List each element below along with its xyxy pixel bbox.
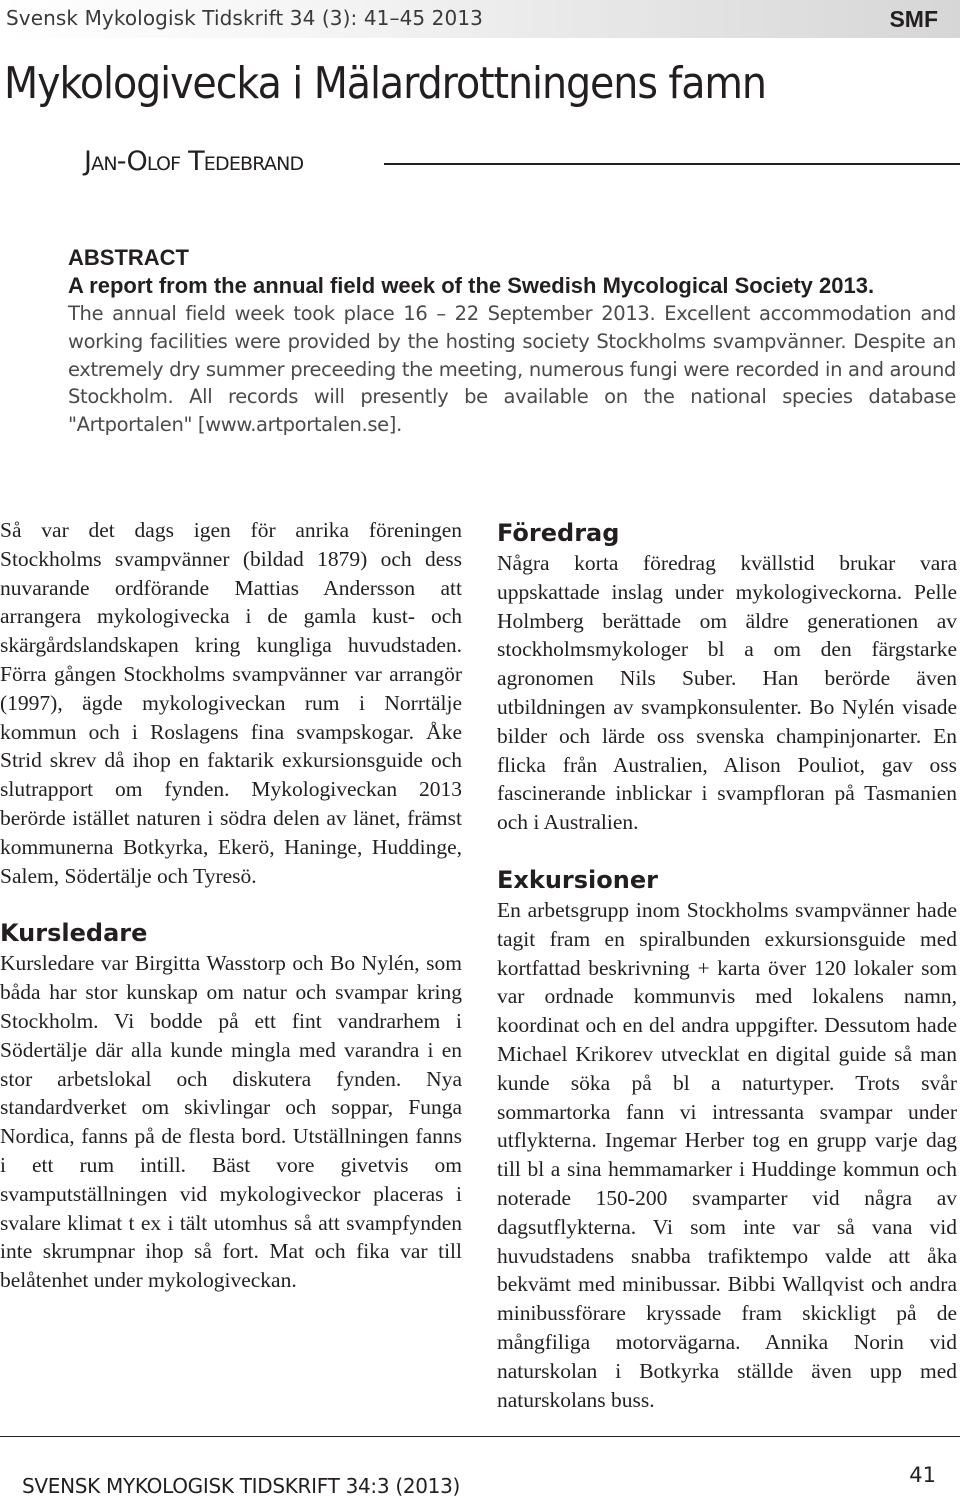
foredrag-paragraph: Några korta föredrag kvällstid brukar vara uppskattade inslag under mykologiveckorna. Pelle Holmberg berättade om äldre generationen av stockholmsmykologer bl a om den färgstarke agronomen Nils Suber. Han berörde även utbildningen av svampkonsulenter. Bo Nylén visade bilder och lärde oss svenska champinjonarter. En flicka från Australien, Alison Pouliot, gav oss fascinerande inblickar i svampfloran på Tasmanien och i Australien.: [497, 551, 957, 835]
journal-reference: Svensk Mykologisk Tidskrift 34 (3): 41–45 2013: [6, 6, 483, 30]
abstract-heading: ABSTRACT: [68, 245, 189, 270]
abstract-subtitle: A report from the annual field week of the Swedish Mycological Society 2013.: [68, 273, 875, 298]
right-column: [497, 518, 957, 1414]
foredrag-heading: Föredrag: [497, 519, 620, 547]
running-header: [0, 0, 960, 38]
exkursioner-paragraph: En arbetsgrupp inom Stockholms svampvänner hade tagit fram en spiralbunden exkursionsguide med kortfattad beskrivning + karta över 120 lokaler som var ordnade kommunvis med lokalens namn, koordinat och en del andra uppgifter. Dessutom hade Michael Krikorev utvecklat en digital guide så man kunde söka på bl a naturtyper. Trots svår sommartorka fann vi intressanta svampar under utflykterna. Ingemar Herber tog en grupp varje dag till bl a sina hemmamarker i Huddinge kommun och noterade 150-200 svamparter vid några av dagsutflykterna. Vi som inte var så vana vid huvudstadens snabba trafiktempo valde att åka bekvämt med minibussar. Bibbi Wallqvist och andra minibussförare kryssade fram skickligt på de mångfiliga motorvägarna. Annika Norin vid naturskolan i Botkyrka ställde även upp med naturskolans buss.: [497, 897, 957, 1412]
society-badge: SMF: [889, 6, 938, 32]
article-title: Mykologivecka i Mälardrottningens famn: [4, 58, 766, 109]
footer-divider: [0, 1436, 960, 1437]
intro-paragraph: Så var det dags igen för anrika föreningen Stockholms svampvänner (bildad 1879) och dess nuvarande ordförande Mattias Andersson att arrangera mykologivecka i de gamla kust- och skärgårdslandskapen kring kungliga huvudstaden. Förra gången Stockholms svampvänner var arrangör (1997), ägde mykologiveckan rum i Norrtälje kommun och i Roslagens fina svampskogar. Åke Strid skrev då ihop en faktarik exkursionsguide och slutrapport om fynden. Mykologiveckan 2013 berörde istället naturen i södra delen av länet, främst kommunerna Botkyrka, Ekerö, Haninge, Huddinge, Salem, Södertälje och Tyresö.: [0, 518, 462, 888]
author-divider: [384, 163, 960, 165]
left-column: [0, 516, 462, 1295]
abstract-body: The annual field week took place 16 – 22 September 2013. Excellent accommodation and working facilities were provided by the hosting society Stockholms svampvänner. Despite an extremely dry summer preceeding the meeting, numerous fungi were recorded in and around Stockholm. All records will presently be available on the national species database "Artportalen" [www.artportalen.se].: [68, 302, 956, 437]
abstract-section: [68, 244, 956, 439]
footer-journal-name: SVENSK MYKOLOGISK TIDSKRIFT 34:3 (2013): [22, 1474, 461, 1498]
author-name: Jan-Olof Tedebrand: [84, 146, 304, 177]
exkursioner-heading: Exkursioner: [497, 865, 658, 894]
page-number: 41: [909, 1463, 936, 1487]
kursledare-paragraph: Kursledare var Birgitta Wasstorp och Bo Nylén, som båda har stor kunskap om natur och svampar kring Stockholm. Vi bodde på ett fint vandrarhem i Södertälje där alla kunde mingla med varandra i en stor arbetslokal och diskutera fynden. Nya standardverket om skivlingar och soppar, Funga Nordica, fanns på de flesta bord. Utställningen fanns i ett rum intill. Bäst vore givetvis om svamputställningen vid mykologiveckor placeras i svalare klimat t ex i tält utomhus så att svampfynden inte skrumpnar ihop så fort. Mat och fika var till belåtenhet under mykologiveckan.: [0, 951, 462, 1293]
kursledare-heading: Kursledare: [0, 919, 148, 948]
